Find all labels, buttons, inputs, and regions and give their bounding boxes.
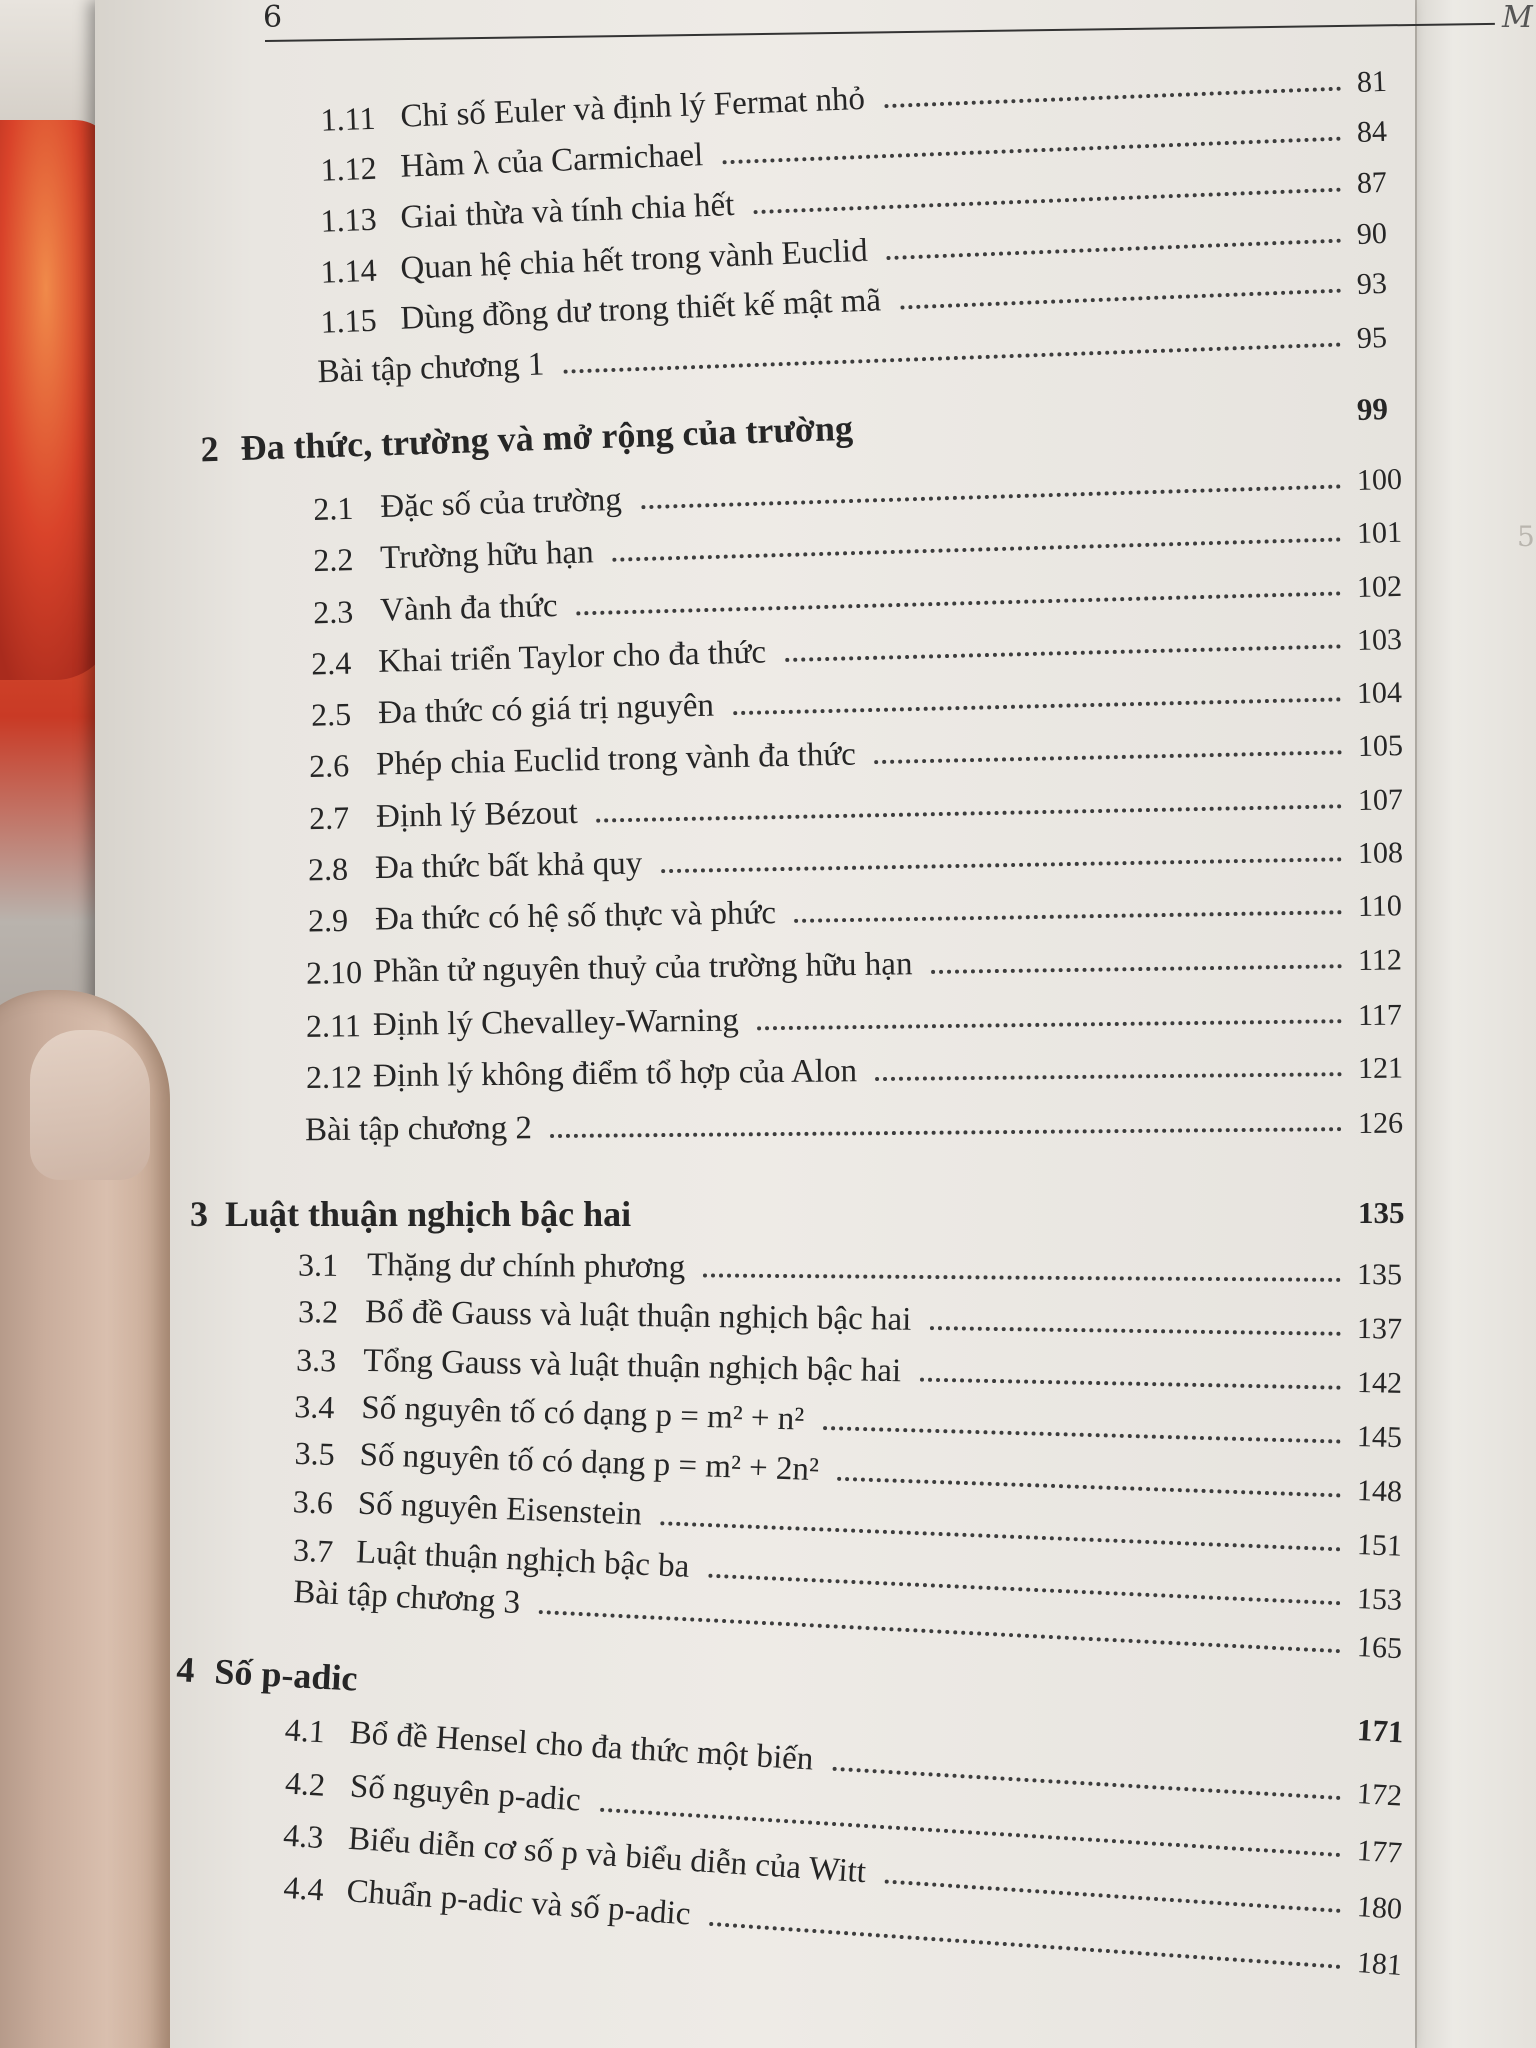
toc-entry-page: 148 <box>1356 1474 1403 1509</box>
toc-entry-page: 100 <box>1356 462 1403 497</box>
toc-entry-number: 2.6 <box>308 747 350 784</box>
toc-entry-number: 4 <box>175 1649 196 1691</box>
facing-page-ghost-digit: 5 <box>1517 520 1535 553</box>
toc-entry-title: Số p-adic <box>213 1651 359 1699</box>
dot-leader <box>874 740 1342 764</box>
toc-entry-page: 153 <box>1356 1582 1403 1617</box>
toc-section-entry <box>95 939 1415 1001</box>
toc-entry-page: 172 <box>1356 1777 1403 1813</box>
toc-entry-page: 137 <box>1356 1312 1403 1346</box>
toc-entry-title: Hàm λ của Carmichael <box>399 137 704 185</box>
toc-entry-number: 2.1 <box>312 489 354 527</box>
toc-entry-number: 2.8 <box>307 850 349 888</box>
toc-entry-number: 2 <box>199 428 220 470</box>
toc-entry-number: 2.12 <box>305 1058 363 1096</box>
toc-entry-page: 126 <box>1357 1106 1404 1140</box>
toc-entry-title: Thặng dư chính phương <box>366 1247 686 1286</box>
toc-entry-page: 84 <box>1356 114 1388 149</box>
dot-leader <box>886 229 1341 260</box>
dot-leader <box>823 1416 1341 1444</box>
toc-entry-page: 135 <box>1356 1258 1403 1292</box>
toc-entry-number: 3.4 <box>293 1388 335 1426</box>
toc-entry-number: 3.6 <box>292 1483 334 1521</box>
toc-entry-page: 177 <box>1356 1834 1404 1870</box>
toc-entry-title: Định lý Bézout <box>375 794 579 835</box>
toc-entry-title: Vành đa thức <box>379 587 558 629</box>
toc-chapter-entry <box>95 388 1416 476</box>
toc-entry-title: Đa thức bất khả quy <box>374 845 643 887</box>
toc-entry-number: 3.3 <box>295 1341 337 1379</box>
toc-entry-number: 3.7 <box>292 1531 334 1570</box>
toc-entry-page: 104 <box>1356 675 1403 710</box>
toc-entry-number: 2.9 <box>307 901 349 939</box>
dot-leader <box>703 1263 1341 1281</box>
toc-entry-number: 2.3 <box>312 593 354 631</box>
toc-entry-title: Bổ đề Hensel cho đa thức một biến <box>348 1714 815 1778</box>
toc-entry-title: Luật thuận nghịch bậc ba <box>355 1534 691 1585</box>
facing-page-header-letter: M <box>1502 0 1533 35</box>
toc-entry-title: Số nguyên tố có dạng p = m² + n² <box>360 1389 805 1438</box>
toc-entry-title: Quan hệ chia hết trong vành Euclid <box>399 232 869 287</box>
toc-entry-title: Bài tập chương 3 <box>292 1574 521 1622</box>
toc-entry-page: 108 <box>1357 836 1404 870</box>
toc-entry-number: 1.12 <box>319 149 378 188</box>
dot-leader <box>794 900 1342 923</box>
toc-entry-title: Đa thức có hệ số thực và phức <box>374 895 777 938</box>
dot-leader <box>885 1869 1342 1912</box>
dot-leader <box>563 333 1341 374</box>
dot-leader <box>661 1511 1342 1551</box>
toc-entry-number: 2.10 <box>305 953 363 991</box>
facing-page <box>1415 0 1536 2048</box>
dot-leader <box>930 1316 1341 1336</box>
toc-entry-title: Bài tập chương 1 <box>316 346 545 391</box>
toc-entry-page: 90 <box>1356 216 1388 251</box>
toc-entry-page: 101 <box>1356 515 1403 550</box>
toc-entry-title: Biểu diễn cơ số p và biểu diễn của Witt <box>347 1820 868 1891</box>
dot-leader <box>837 1467 1341 1498</box>
toc-entry-title: Phần tử nguyên thuỷ của trường hữu hạn <box>372 946 913 990</box>
page-number: 6 <box>263 0 283 35</box>
toc-entry-page: 105 <box>1357 729 1404 763</box>
toc-entry-number: 2.7 <box>308 799 350 837</box>
dot-leader <box>832 1757 1341 1800</box>
thumbnail <box>30 1030 150 1180</box>
dot-leader <box>641 474 1342 509</box>
dot-leader <box>612 527 1341 561</box>
toc-exercise-entry <box>95 1103 1415 1159</box>
toc-entry-number: 2.2 <box>312 541 354 579</box>
toc-entry-number: 2.4 <box>310 644 352 682</box>
toc-entry-number: 2.5 <box>310 695 352 733</box>
toc-chapter-entry <box>95 1193 1415 1237</box>
toc-entry-page: 117 <box>1357 998 1403 1032</box>
toc-entry-page: 93 <box>1356 266 1388 301</box>
toc-entry-number: 3 <box>190 1194 208 1234</box>
dot-leader <box>576 581 1341 615</box>
toc-entry-title: Định lý không điểm tổ hợp của Alon <box>372 1053 858 1095</box>
toc-entry-number: 3.2 <box>297 1293 339 1330</box>
toc-entry-page: 165 <box>1356 1630 1403 1666</box>
toc-entry-title: Đa thức có giá trị nguyên <box>377 687 715 732</box>
dot-leader <box>550 1117 1342 1138</box>
toc-entry-page: 112 <box>1357 943 1403 977</box>
toc-entry-page: 103 <box>1356 622 1403 657</box>
toc-entry-page: 181 <box>1355 1946 1404 1983</box>
toc-entry-page: 99 <box>1356 390 1389 427</box>
toc-entry-title: Đặc số của trường <box>379 481 623 525</box>
toc-entry-number: 1.13 <box>319 200 378 239</box>
toc-entry-page: 142 <box>1356 1366 1403 1400</box>
dot-leader <box>661 847 1342 873</box>
toc-entry-page: 110 <box>1357 889 1403 923</box>
toc-entry-title: Số nguyên Eisenstein <box>357 1485 643 1533</box>
toc-entry-number: 4.4 <box>282 1868 325 1908</box>
dot-leader <box>900 279 1341 310</box>
toc-section-entry <box>95 1245 1415 1298</box>
toc-entry-page: 102 <box>1356 569 1403 604</box>
dot-leader <box>733 687 1342 715</box>
toc-entry-page: 171 <box>1356 1712 1405 1750</box>
toc-entry-title: Định lý Chevalley-Warning <box>372 1002 739 1044</box>
toc-entry-page: 81 <box>1356 64 1388 99</box>
toc-entry-title: Luật thuận nghịch bậc hai <box>225 1194 632 1234</box>
dot-leader <box>931 954 1342 974</box>
toc-entry-title: Số nguyên tố có dạng p = m² + 2n² <box>359 1436 820 1489</box>
toc-entry-title: Dùng đồng dư trong thiết kế mật mã <box>399 282 882 337</box>
toc-entry-title: Tổng Gauss và luật thuận nghịch bậc hai <box>362 1342 902 1390</box>
toc-entry-number: 1.15 <box>319 301 378 340</box>
toc-section-entry <box>95 1047 1415 1105</box>
toc-entry-title: Chuẩn p-adic và số p-adic <box>345 1873 692 1933</box>
dot-leader <box>785 634 1341 662</box>
toc-entry-page: 121 <box>1357 1051 1404 1085</box>
dot-leader <box>757 1009 1342 1030</box>
toc-entry-title: Bài tập chương 2 <box>304 1110 533 1149</box>
toc-entry-page: 135 <box>1358 1195 1405 1230</box>
toc-entry-title: Số nguyên p-adic <box>349 1768 582 1819</box>
toc-entry-page: 107 <box>1357 783 1404 817</box>
toc-entry-number: 1.14 <box>319 251 378 290</box>
dot-leader <box>596 794 1342 822</box>
toc-entry-title: Khai triển Taylor cho đa thức <box>377 634 767 680</box>
toc-entry-number: 4.3 <box>282 1816 325 1856</box>
toc-entry-number: 1.11 <box>319 99 377 138</box>
dot-leader <box>753 178 1341 215</box>
dot-leader <box>920 1368 1342 1390</box>
toc-section-entry <box>95 994 1415 1054</box>
toc-entry-number: 3.5 <box>294 1434 336 1473</box>
toc-entry-page: 87 <box>1356 165 1388 200</box>
toc-entry-title: Trường hữu hạn <box>379 534 595 577</box>
book-page <box>95 0 1415 2048</box>
dot-leader <box>884 77 1341 109</box>
toc-entry-page: 145 <box>1356 1420 1403 1455</box>
dot-leader <box>722 127 1341 165</box>
toc-entry-page: 151 <box>1356 1528 1403 1563</box>
toc-entry-title: Giai thừa và tính chia hết <box>399 186 736 236</box>
toc-entry-title: Chỉ số Euler và định lý Fermat nhỏ <box>399 80 866 135</box>
toc-entry-title: Đa thức, trường và mở rộng của trường <box>239 407 854 469</box>
toc-entry-number: 3.1 <box>297 1246 339 1283</box>
header-rule <box>265 23 1495 42</box>
toc-entry-number: 4.2 <box>284 1764 327 1803</box>
dot-leader <box>875 1062 1342 1081</box>
toc-entry-title: Phép chia Euclid trong vành đa thức <box>375 736 857 783</box>
toc-entry-number: 4.1 <box>283 1711 326 1750</box>
toc-entry-number: 2.11 <box>305 1007 362 1044</box>
toc-entry-title: Bổ đề Gauss và luật thuận nghịch bậc hai <box>364 1294 912 1338</box>
toc-entry-page: 95 <box>1356 320 1388 355</box>
toc-entry-page: 180 <box>1356 1890 1404 1926</box>
